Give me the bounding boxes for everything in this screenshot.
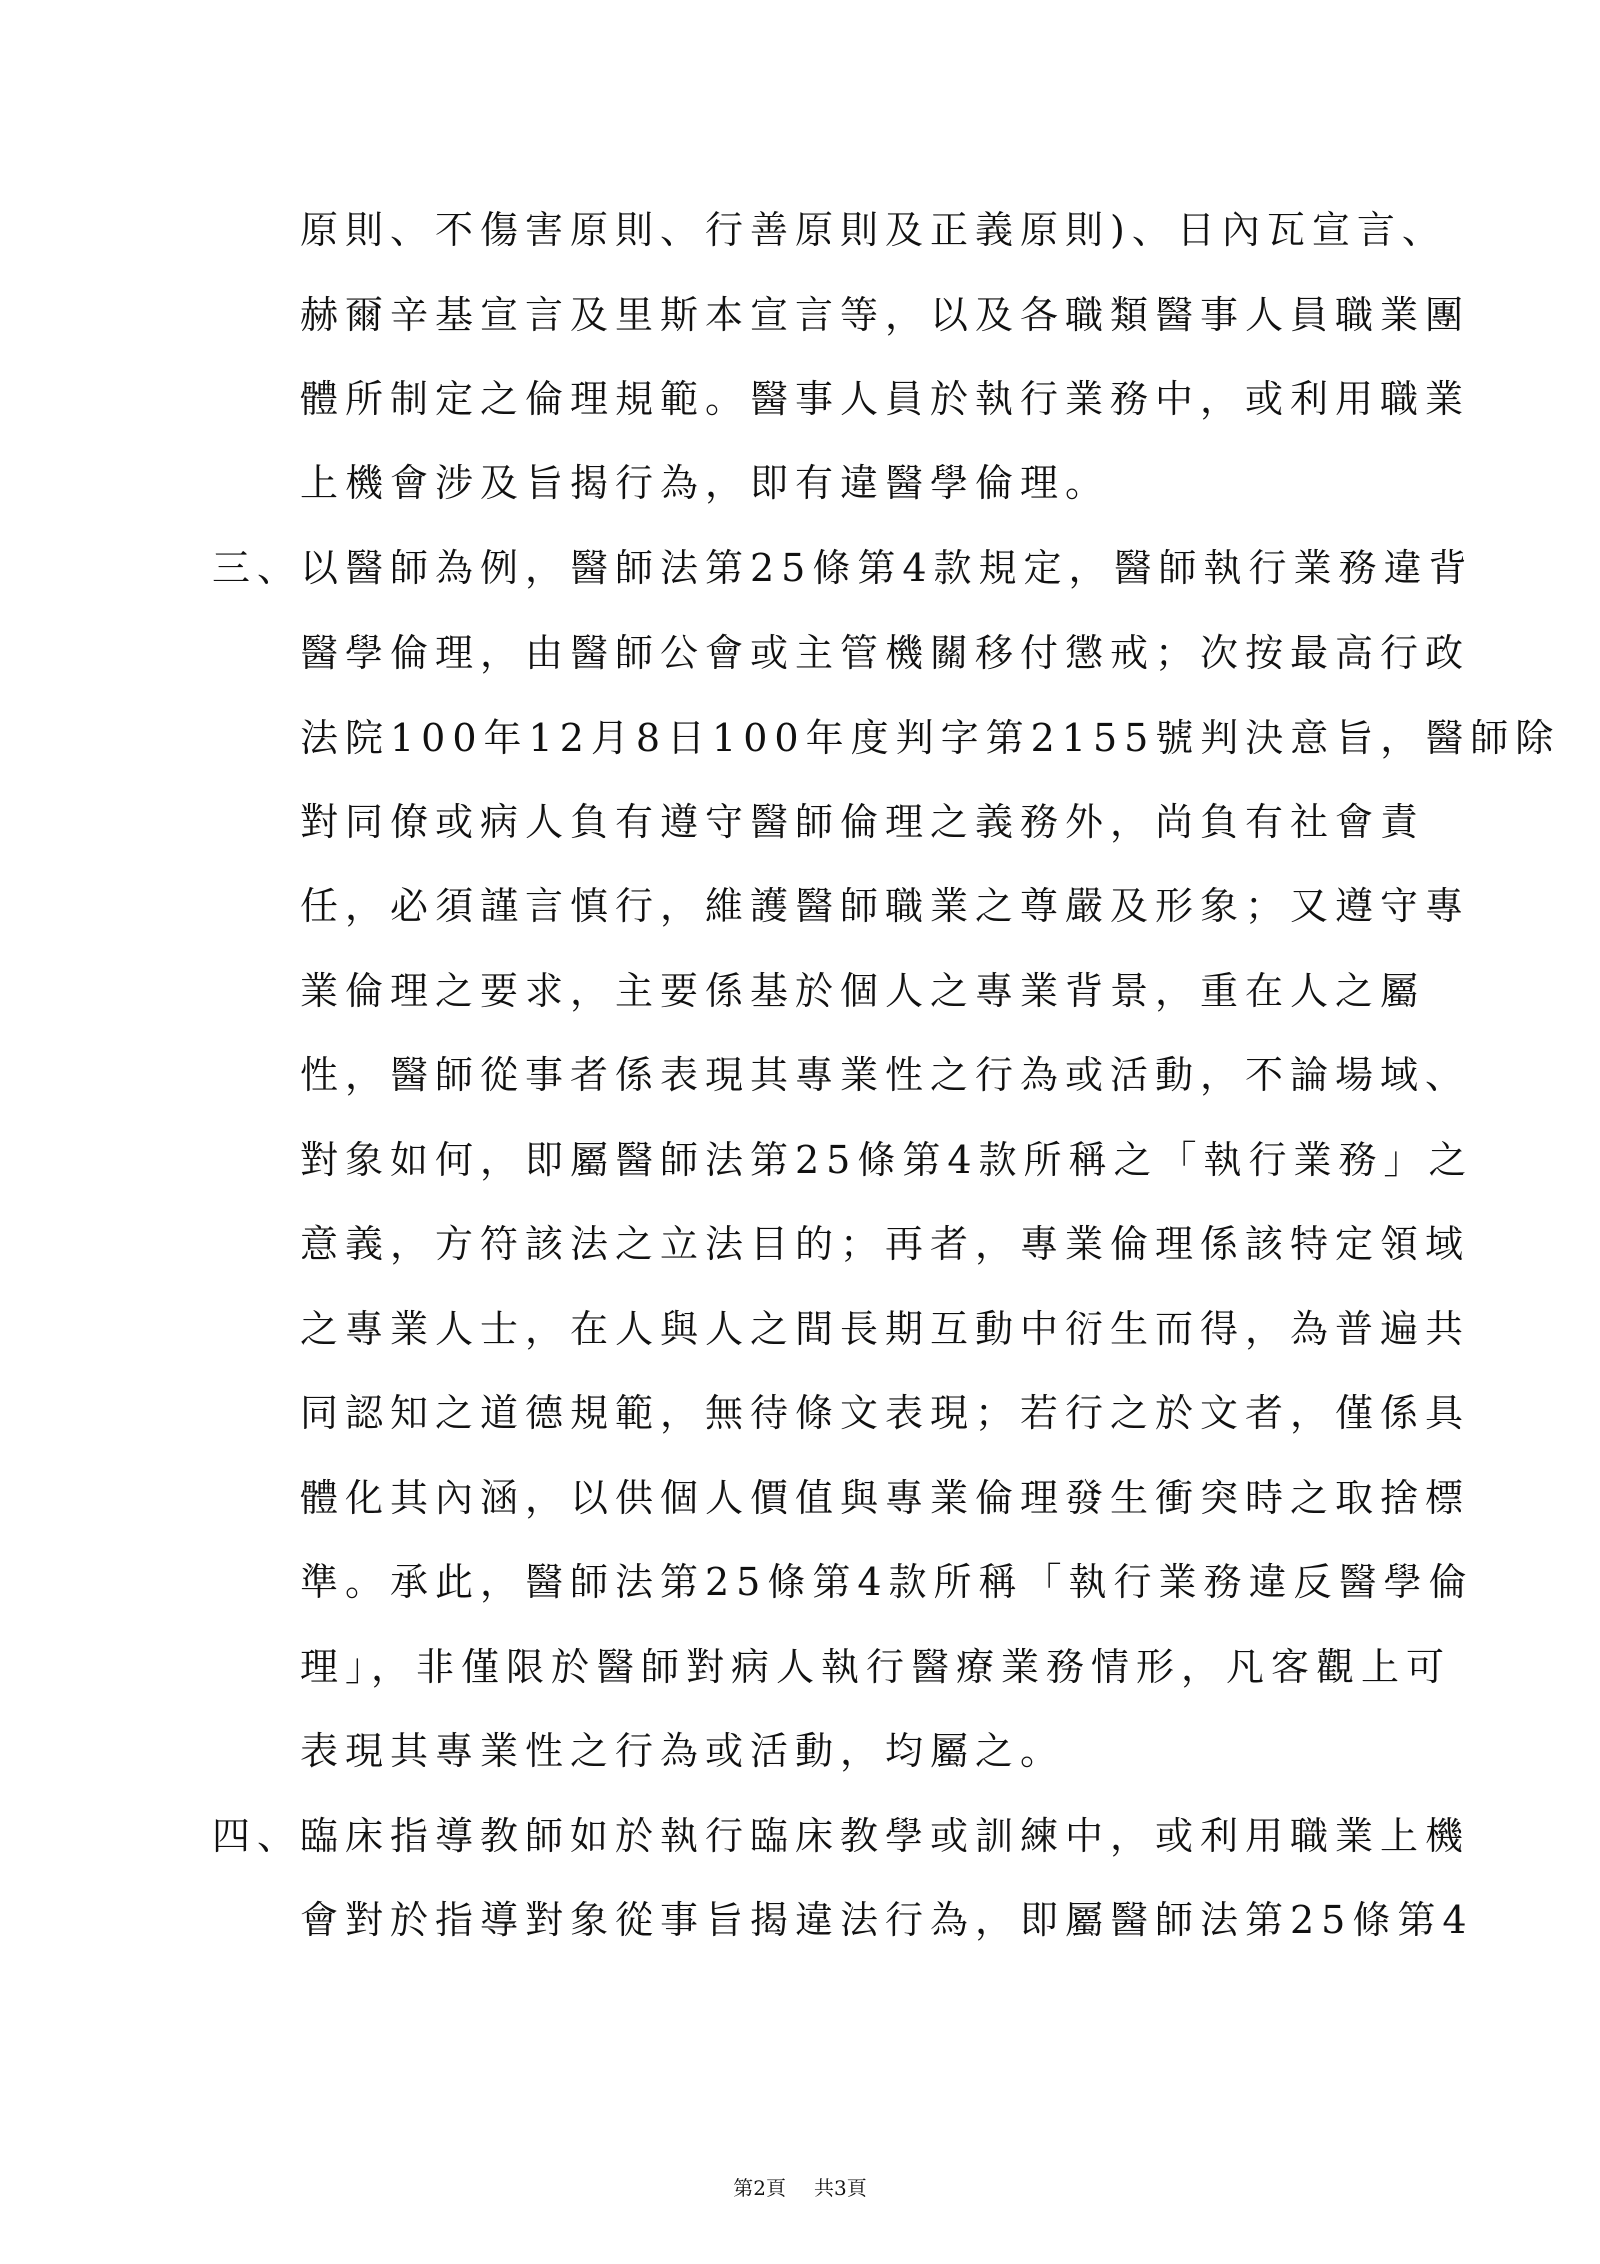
list-marker-3: 三、: [212, 546, 303, 590]
page-footer: [0, 2176, 1600, 2200]
text-line: 以醫師為例，醫師法第25條第4款規定，醫師執行業務違背: [300, 546, 1474, 590]
list-marker-4: 四、: [212, 1814, 303, 1858]
page-total: 共3頁: [814, 2176, 867, 2200]
text-line: 任，必須謹言慎行，維護醫師職業之尊嚴及形象；又遵守專: [300, 884, 1471, 928]
text-line: 理」，非僅限於醫師對病人執行醫療業務情形，凡客觀上可: [300, 1645, 1452, 1689]
text-line: 臨床指導教師如於執行臨床教學或訓練中，或利用職業上機: [300, 1814, 1471, 1858]
text-line: 上機會涉及旨揭行為，即有違醫學倫理。: [300, 461, 1111, 505]
text-line: 業倫理之要求，主要係基於個人之專業背景，重在人之屬: [300, 969, 1426, 1013]
text-line: 之專業人士，在人與人之間長期互動中衍生而得，為普遍共: [300, 1307, 1471, 1351]
text-line: 赫爾辛基宣言及里斯本宣言等，以及各職類醫事人員職業團: [300, 293, 1471, 337]
text-line: 體化其內涵，以供個人價值與專業倫理發生衝突時之取捨標: [300, 1476, 1471, 1520]
page-number: 第2頁: [733, 2176, 786, 2200]
text-line: 會對於指導對象從事旨揭違法行為，即屬醫師法第25條第4: [300, 1898, 1474, 1942]
text-line: 體所制定之倫理規範。醫事人員於執行業務中，或利用職業: [300, 377, 1471, 421]
text-line: 對象如何，即屬醫師法第25條第4款所稱之「執行業務」之: [300, 1138, 1474, 1182]
text-line: 表現其專業性之行為或活動，均屬之。: [300, 1729, 1066, 1773]
text-line: 意義，方符該法之立法目的；再者，專業倫理係該特定領域: [300, 1222, 1471, 1266]
text-line: 原則、不傷害原則、行善原則及正義原則)、日內瓦宣言、: [300, 208, 1447, 252]
text-line: 法院100年12月8日100年度判字第2155號判決意旨，醫師除: [300, 716, 1561, 760]
text-line: 準。承此，醫師法第25條第4款所稱「執行業務違反醫學倫: [300, 1560, 1474, 1604]
text-line: 同認知之道德規範，無待條文表現；若行之於文者，僅係具: [300, 1391, 1471, 1435]
text-line: 醫學倫理，由醫師公會或主管機關移付懲戒；次按最高行政: [300, 631, 1471, 675]
text-line: 性，醫師從事者係表現其專業性之行為或活動，不論場域、: [300, 1053, 1471, 1097]
text-line: 對同僚或病人負有遵守醫師倫理之義務外，尚負有社會責: [300, 800, 1426, 844]
